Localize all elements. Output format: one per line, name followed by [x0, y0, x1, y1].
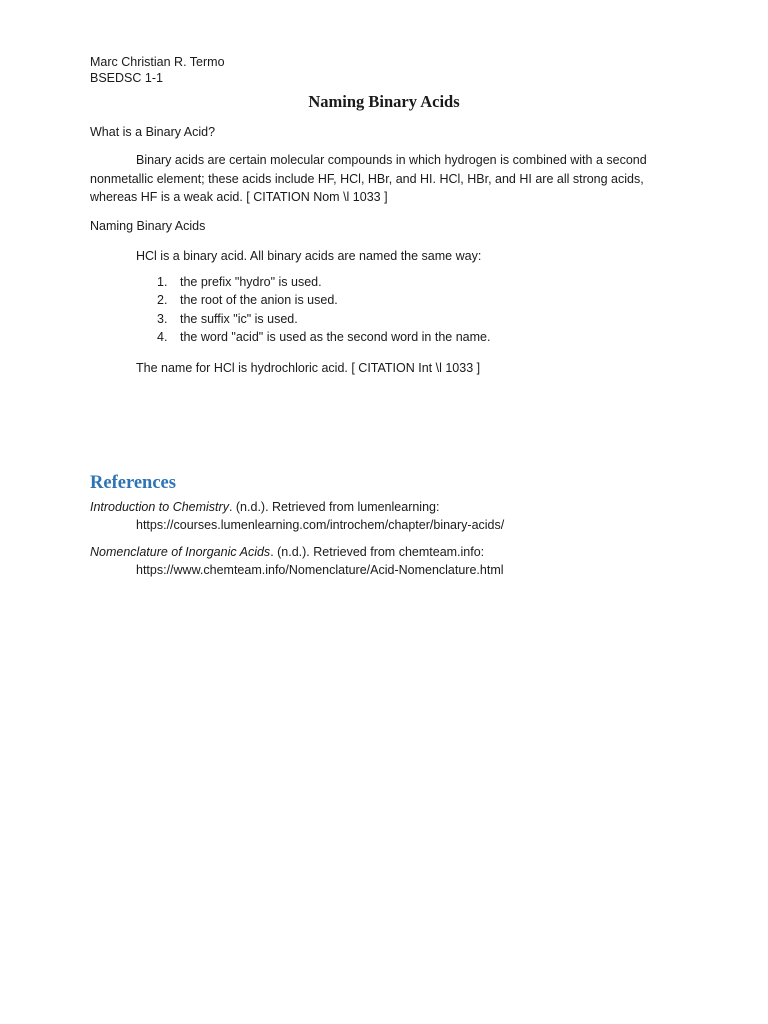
list-item	[157, 310, 678, 329]
author-section: BSEDSC 1-1	[90, 71, 163, 85]
reference-source: . (n.d.). Retrieved from lumenlearning:	[228, 499, 440, 514]
naming-heading: Naming Binary Acids	[90, 218, 206, 233]
document-title: Naming Binary Acids	[308, 92, 460, 111]
list-item-number: 4.	[157, 330, 168, 344]
definition-paragraph: Binary acids are certain molecular compounds in which hydrogen is combined with a second nonmetallic element; these acids include HF, HCl, HBr, and HI. HCl, HBr, and HI are all strong acids, whereas HF is a weak acid. [ CITATION Nom \l 1033 ]	[90, 153, 647, 204]
list-item-text: the prefix "hydro" is used.	[180, 274, 322, 289]
list-item	[157, 273, 678, 292]
reference-title: Nomenclature of Inorganic Acids	[90, 544, 271, 559]
naming-steps-list	[90, 273, 678, 347]
question-heading: What is a Binary Acid?	[90, 125, 216, 139]
list-item	[157, 291, 678, 310]
list-item-text: the word "acid" is used as the second word in the name.	[180, 330, 491, 344]
list-item-text: the root of the anion is used.	[180, 293, 338, 307]
author-name: Marc Christian R. Termo	[90, 55, 225, 69]
naming-intro: HCl is a binary acid. All binary acids are named the same way:	[136, 248, 482, 263]
reference-url[interactable]: https://courses.lumenlearning.com/introchem/chapter/binary-acids/	[136, 518, 505, 532]
list-item	[157, 328, 678, 347]
list-item-number: 2.	[157, 293, 168, 307]
list-item-number: 3.	[157, 311, 168, 326]
conclusion-text: The name for HCl is hydrochloric acid. [ CITATION Int \l 1033 ]	[136, 360, 481, 375]
reference-url[interactable]: https://www.chemteam.info/Nomenclature/Acid-Nomenclature.html	[136, 563, 504, 577]
reference-entry	[90, 498, 678, 535]
reference-title: Introduction to Chemistry	[90, 499, 229, 514]
list-item-text: the suffix "ic" is used.	[180, 311, 298, 326]
reference-entry	[90, 543, 678, 580]
list-item-number: 1.	[157, 274, 168, 289]
reference-source: . (n.d.). Retrieved from chemteam.info:	[270, 544, 485, 559]
references-heading: References	[90, 472, 176, 493]
